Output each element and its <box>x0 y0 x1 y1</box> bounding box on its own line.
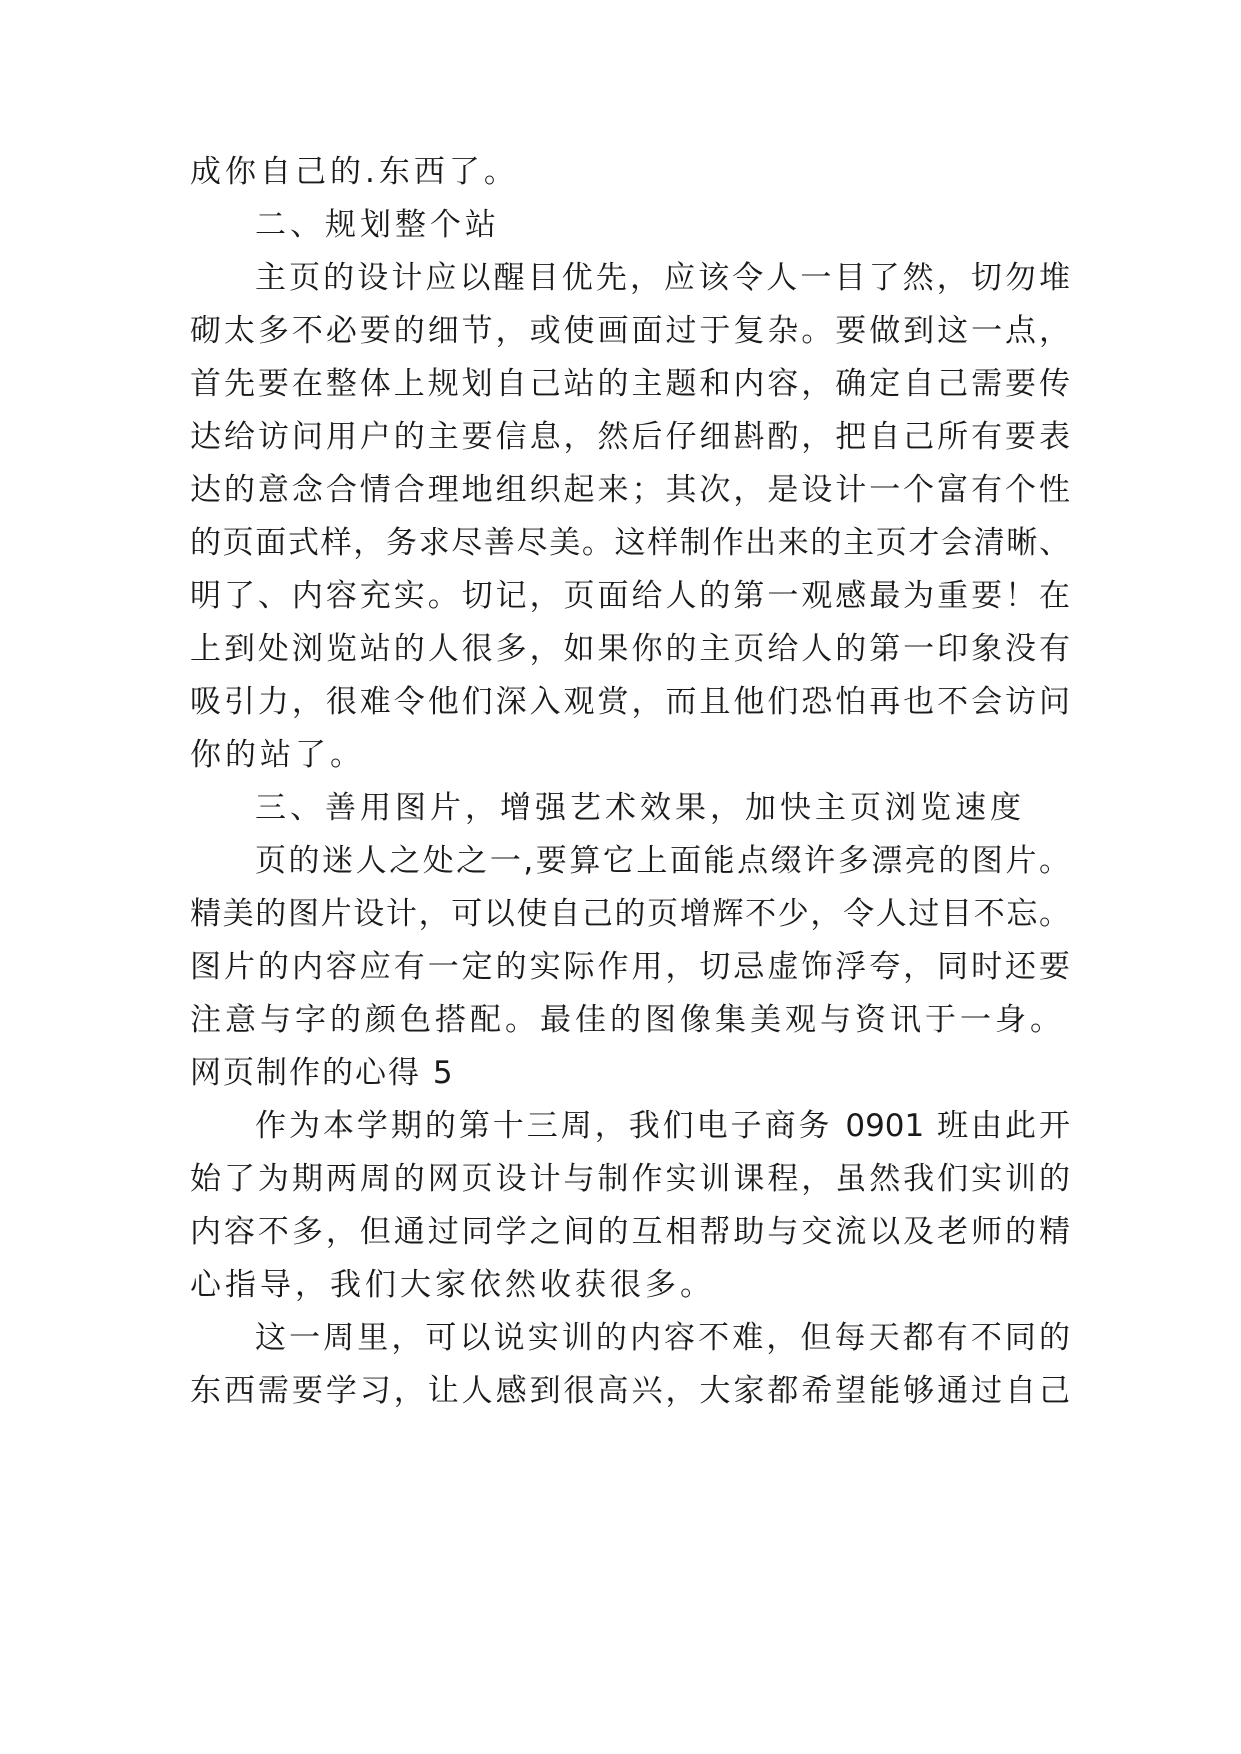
paragraph-line: 始了为期两周的网页设计与制作实训课程，虽然我们实训的 <box>190 1161 1070 1197</box>
paragraph-line: 成你自己的.东西了。 <box>190 154 519 190</box>
paragraph-line: 内容不多，但通过同学之间的互相帮助与交流以及老师的精 <box>190 1214 1070 1250</box>
article-title: 网页制作的心得 5 <box>190 1055 455 1091</box>
paragraph-line: 明了、内容充实。切记，页面给人的第一观感最为重要！在 <box>190 578 1070 614</box>
paragraph-line: 你的站了。 <box>190 737 365 773</box>
paragraph-line: 主页的设计应以醒目优先，应该令人一目了然，切勿堆 <box>255 260 1070 296</box>
paragraph-line: 达的意念合情合理地组织起来；其次，是设计一个富有个性 <box>190 472 1070 508</box>
section-heading: 三、善用图片，增强艺术效果，加快主页浏览速度 <box>255 790 1025 826</box>
paragraph-line: 作为本学期的第十三周，我们电子商务 0901 班由此开 <box>255 1108 1070 1144</box>
paragraph-line: 图片的内容应有一定的实际作用，切忌虚饰浮夸，同时还要 <box>190 949 1070 985</box>
paragraph-line: 页的迷人之处之一,要算它上面能点缀许多漂亮的图片。 <box>255 843 1070 879</box>
paragraph-line: 上到处浏览站的人很多，如果你的主页给人的第一印象没有 <box>190 631 1070 667</box>
paragraph-line: 注意与字的颜色搭配。最佳的图像集美观与资讯于一身。 <box>190 1002 1065 1038</box>
paragraph-line: 东西需要学习，让人感到很高兴，大家都希望能够通过自己 <box>190 1373 1070 1409</box>
paragraph-line: 吸引力，很难令他们深入观赏，而且他们恐怕再也不会访问 <box>190 684 1070 720</box>
paragraph-line: 达给访问用户的主要信息，然后仔细斟酌，把自己所有要表 <box>190 419 1070 455</box>
paragraph-line: 首先要在整体上规划自己站的主题和内容，确定自己需要传 <box>190 366 1070 402</box>
section-heading: 二、规划整个站 <box>255 207 500 243</box>
paragraph-line: 心指导，我们大家依然收获很多。 <box>190 1267 715 1303</box>
paragraph-line: 精美的图片设计，可以使自己的页增辉不少，令人过目不忘。 <box>190 896 1070 932</box>
paragraph-line: 砌太多不必要的细节，或使画面过于复杂。要做到这一点， <box>190 313 1070 349</box>
paragraph-line: 的页面式样，务求尽善尽美。这样制作出来的主页才会清晰、 <box>190 525 1070 561</box>
paragraph-line: 这一周里，可以说实训的内容不难，但每天都有不同的 <box>255 1320 1070 1356</box>
